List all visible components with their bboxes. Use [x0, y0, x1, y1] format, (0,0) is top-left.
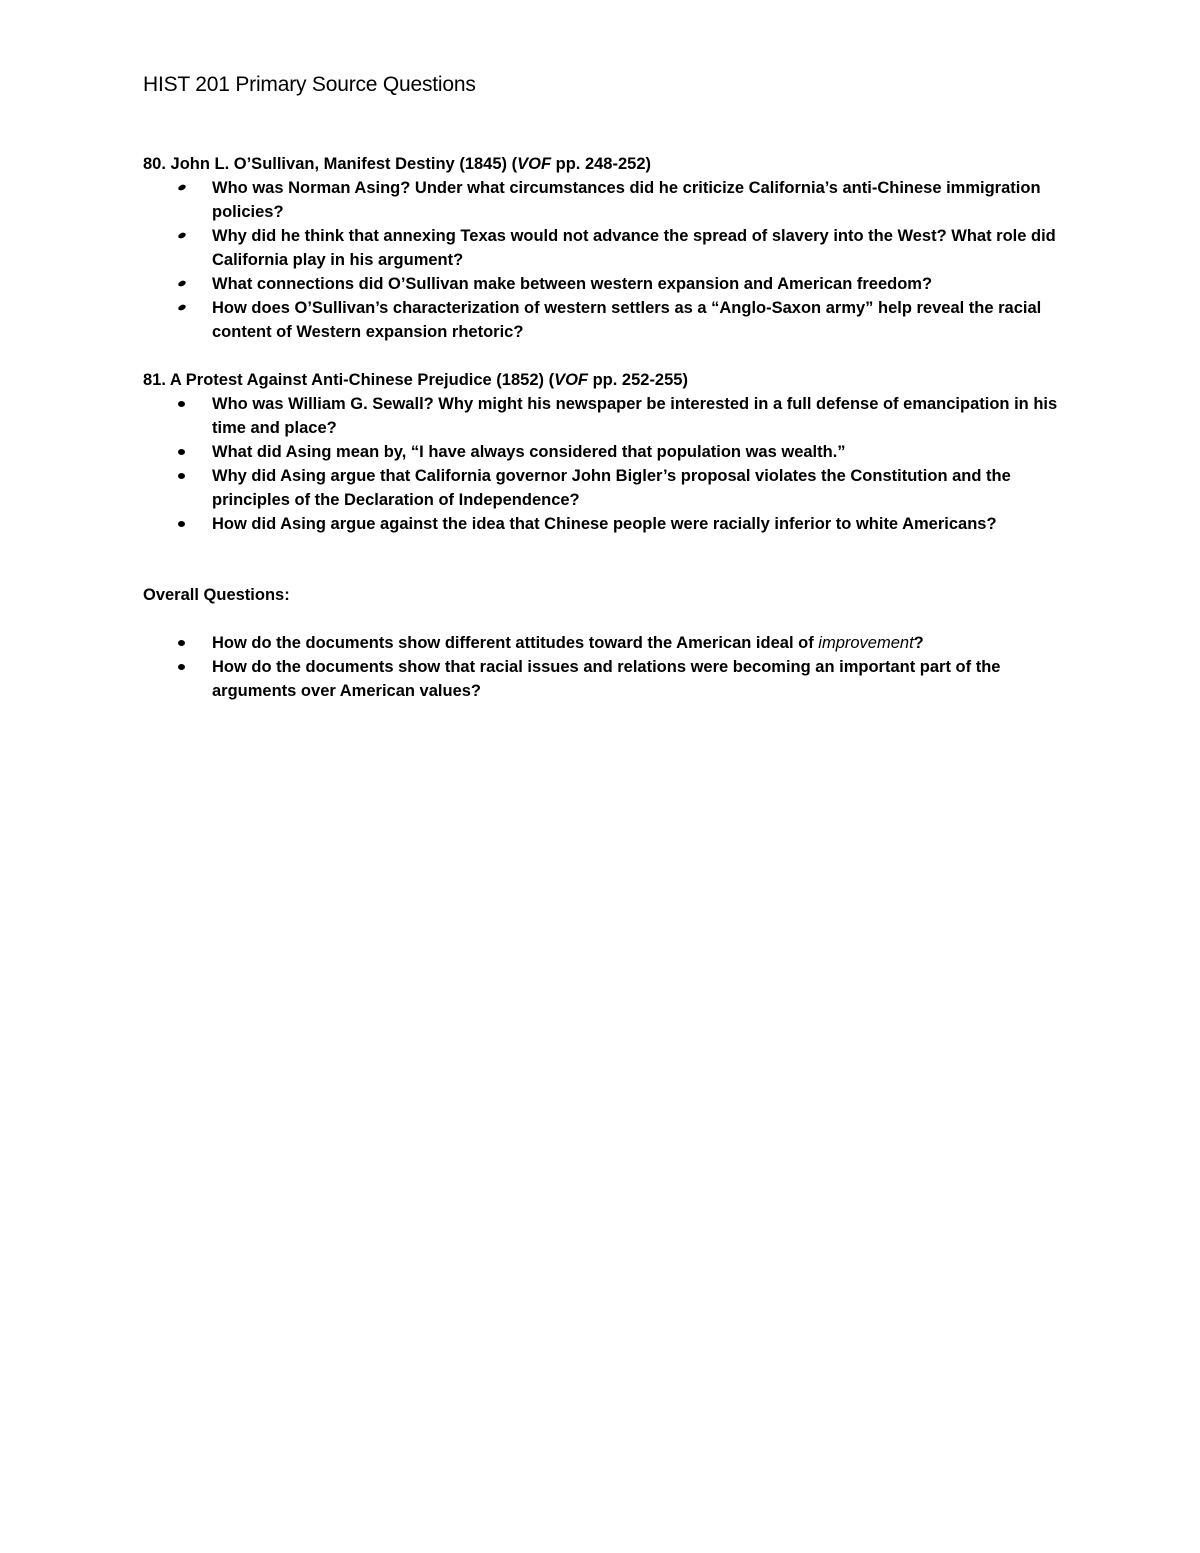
emphasized-word: improvement [818, 634, 914, 652]
bullet-icon [177, 184, 186, 192]
source-abbreviation: VOF [554, 371, 588, 389]
list-item: Who was William G. Sewall? Why might his newspaper be interested in a full defense of emancipation in his time and place? [143, 392, 1063, 440]
section-heading: 80. John L. O’Sullivan, Manifest Destiny (1845) (VOF pp. 248-252) [143, 155, 651, 173]
question-list [143, 392, 1063, 536]
page-title: HIST 201 Primary Source Questions [143, 73, 476, 96]
question-section-80 [143, 152, 1063, 344]
section-heading: 81. A Protest Against Anti-Chinese Prejudice (1852) (VOF pp. 252-255) [143, 371, 688, 389]
bullet-icon [177, 232, 186, 240]
overall-heading: Overall Questions: [143, 586, 290, 604]
list-item: What did Asing mean by, “I have always considered that population was wealth.” [143, 440, 1063, 464]
bullet-icon [178, 640, 185, 646]
list-item: How do the documents show that racial issues and relations were becoming an important part of the arguments over American values? [143, 655, 1063, 703]
bullet-icon [178, 473, 185, 479]
list-item: Why did Asing argue that California governor John Bigler’s proposal violates the Constitution and the principles of the Declaration of Independence? [143, 464, 1063, 512]
bullet-icon [177, 280, 186, 288]
source-abbreviation: VOF [517, 155, 552, 173]
list-item: Why did he think that annexing Texas would not advance the spread of slavery into the West? What role did California play in his argument? [143, 224, 1063, 272]
list-item: Who was Norman Asing? Under what circumstances did he criticize California’s anti-Chinese immigration policies? [143, 176, 1063, 224]
list-item: What connections did O’Sullivan make between western expansion and American freedom? [143, 272, 1063, 296]
list-item: How does O’Sullivan’s characterization of western settlers as a “Anglo-Saxon army” help reveal the racial content of Western expansion rhetoric? [143, 296, 1063, 344]
list-item: How did Asing argue against the idea that Chinese people were racially inferior to white Americans? [143, 512, 1063, 536]
bullet-icon [177, 304, 186, 312]
list-item: How do the documents show different attitudes toward the American ideal of improvement? [143, 631, 1063, 655]
question-list [143, 631, 1063, 703]
question-list [143, 176, 1063, 344]
question-section-81 [143, 368, 1063, 536]
bullet-icon [178, 521, 185, 527]
bullet-icon [178, 449, 185, 455]
bullet-icon [178, 664, 185, 670]
overall-questions-section [143, 583, 1063, 703]
bullet-icon [178, 401, 185, 407]
